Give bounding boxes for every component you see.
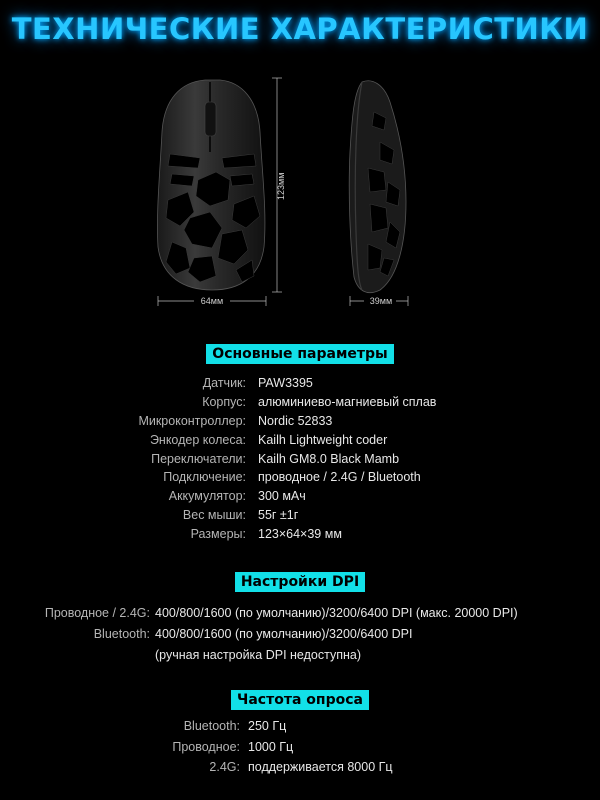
- polling-label: Bluetooth:: [183, 719, 240, 734]
- spec-label: Вес мыши:: [182, 507, 246, 522]
- dpi-row: [0, 644, 600, 665]
- length-dimension-label: 123мм: [276, 172, 286, 200]
- spec-row: [0, 506, 600, 525]
- dpi-header: [0, 572, 600, 592]
- spec-label: Аккумулятор:: [168, 489, 246, 504]
- dpi-row: [0, 623, 600, 644]
- height-dimension-label: 39мм: [369, 296, 393, 306]
- polling-value: 250 Гц: [248, 719, 287, 734]
- polling-value: поддерживается 8000 Гц: [248, 760, 393, 775]
- dpi-row: [0, 602, 600, 623]
- main-params-title: Основные параметры: [206, 344, 393, 364]
- dpi-value: 400/800/1600 (по умолчанию)/3200/6400 DPI (макс. 20000 DPI): [155, 605, 518, 620]
- spec-value: проводное / 2.4G / Bluetooth: [258, 470, 421, 485]
- polling-row: [0, 716, 600, 737]
- polling-label: 2.4G:: [209, 760, 240, 775]
- spec-value: PAW3395: [258, 376, 313, 391]
- dpi-value: (ручная настройка DPI недоступна): [155, 647, 362, 662]
- polling-title: Частота опроса: [231, 690, 369, 710]
- polling-row: [0, 737, 600, 758]
- specs-list: [0, 374, 600, 543]
- spec-value: 55г ±1г: [258, 507, 299, 522]
- spec-row: [0, 412, 600, 431]
- spec-row: [0, 430, 600, 449]
- dpi-title: Настройки DPI: [235, 572, 365, 592]
- spec-label: Датчик:: [202, 376, 246, 391]
- dpi-label: Проводное / 2.4G:: [44, 605, 150, 620]
- spec-label: Корпус:: [202, 395, 246, 410]
- spec-value: Nordic 52833: [258, 413, 333, 428]
- spec-label: Размеры:: [190, 526, 246, 541]
- mouse-top-view-image: [150, 72, 290, 314]
- spec-label: Энкодер колеса:: [149, 432, 246, 447]
- mouse-side-view-image: [340, 72, 430, 314]
- spec-value: 300 мАч: [258, 489, 306, 504]
- width-dimension-label: 64мм: [200, 296, 224, 306]
- spec-row: [0, 374, 600, 393]
- spec-label: Микроконтроллер:: [138, 413, 246, 428]
- spec-value: Kailh GM8.0 Black Mamb: [258, 451, 400, 466]
- spec-row: [0, 487, 600, 506]
- spec-row: [0, 393, 600, 412]
- spec-label: Переключатели:: [151, 451, 246, 466]
- polling-row: [0, 757, 600, 778]
- main-params-header: [0, 344, 600, 364]
- dpi-list: [0, 602, 600, 665]
- polling-list: [0, 716, 600, 778]
- dpi-label: Bluetooth:: [93, 626, 150, 641]
- spec-row: [0, 449, 600, 468]
- spec-value: Kailh Lightweight coder: [258, 432, 388, 447]
- dpi-value: 400/800/1600 (по умолчанию)/3200/6400 DPI: [155, 626, 413, 641]
- polling-label: Проводное:: [172, 739, 240, 754]
- spec-value: 123×64×39 мм: [258, 526, 342, 541]
- page-title: ТЕХНИЧЕСКИЕ ХАРАКТЕРИСТИКИ: [11, 12, 589, 46]
- spec-label: Подключение:: [163, 470, 246, 485]
- spec-row: [0, 524, 600, 543]
- polling-header: [0, 690, 600, 710]
- spec-row: [0, 468, 600, 487]
- spec-value: алюминиево-магниевый сплав: [258, 395, 437, 410]
- polling-value: 1000 Гц: [248, 739, 294, 754]
